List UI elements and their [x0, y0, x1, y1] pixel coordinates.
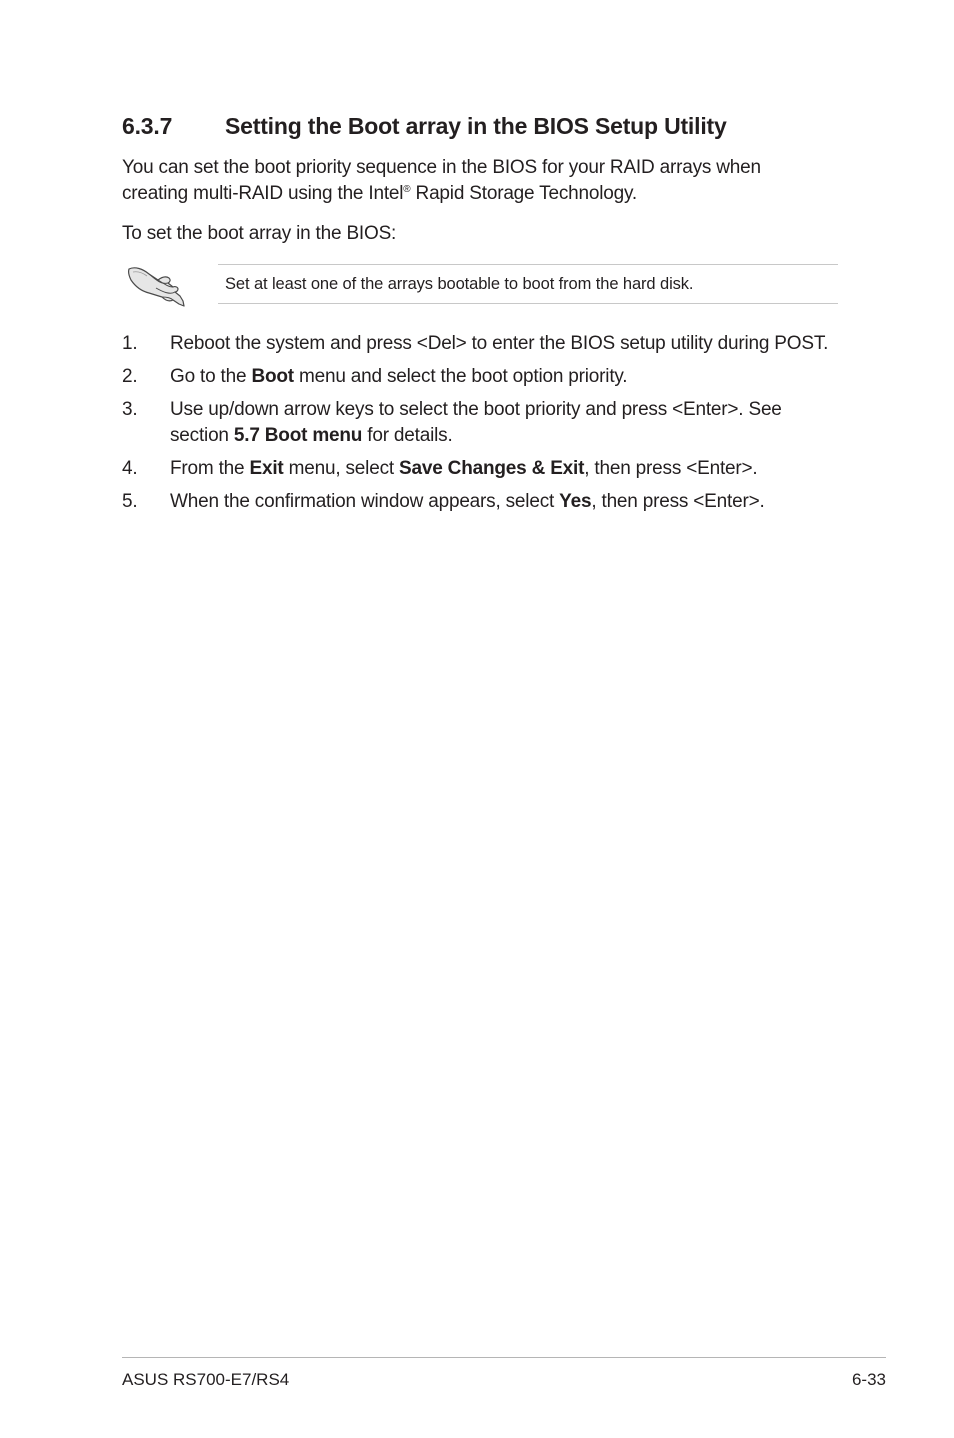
step-item	[122, 397, 842, 449]
step-number: 3.	[122, 399, 138, 420]
section-heading	[122, 113, 727, 140]
intro-line-2: creating multi-RAID using the Intel	[122, 183, 404, 204]
step-text-run: When the confirmation window appears, select	[170, 491, 560, 512]
step-number: 2.	[122, 366, 138, 387]
step-text	[170, 491, 765, 512]
section-title: Setting the Boot array in the BIOS Setup Utility	[225, 113, 727, 139]
step-emphasis: Boot	[251, 366, 294, 387]
step-emphasis: 5.7 Boot menu	[233, 425, 363, 446]
step-text-run: , then press <Enter>.	[591, 491, 765, 512]
step-item	[122, 456, 842, 482]
step-emphasis: Yes	[559, 491, 592, 512]
footer-product: ASUS RS700-E7/RS4	[122, 1370, 290, 1389]
intro-line-1: You can set the boot priority sequence in the BIOS for your RAID arrays when	[122, 157, 761, 178]
step-text	[170, 458, 758, 479]
step-number: 5.	[122, 491, 138, 512]
note-box	[218, 264, 838, 304]
step-item	[122, 489, 842, 515]
step-emphasis: Exit	[249, 458, 284, 479]
step-text	[170, 366, 627, 387]
step-item	[122, 331, 842, 357]
step-text	[170, 333, 828, 354]
lead-in-text: To set the boot array in the BIOS:	[122, 223, 397, 244]
section-number: 6.3.7	[122, 113, 173, 139]
intro-paragraph	[122, 155, 842, 207]
step-emphasis: Save Changes & Exit	[399, 458, 585, 479]
note-callout	[122, 258, 838, 308]
registered-mark: ®	[403, 184, 411, 195]
step-text	[170, 399, 782, 446]
step-item	[122, 364, 842, 390]
note-text: Set at least one of the arrays bootable to boot from the hard disk.	[225, 275, 694, 293]
footer-divider	[122, 1357, 886, 1358]
footer-page-number: 6-33	[851, 1370, 886, 1389]
intro-line-2-end: Rapid Storage Technology.	[410, 183, 637, 204]
step-text-run: menu, select	[283, 458, 400, 479]
step-text-run: for details.	[362, 425, 453, 446]
step-text-run: Go to the	[170, 366, 252, 387]
step-text-run: From the	[170, 458, 250, 479]
step-number: 1.	[122, 333, 138, 354]
step-number: 4.	[122, 458, 138, 479]
hand-pointing-icon	[125, 260, 187, 308]
steps-list	[122, 331, 842, 522]
step-text-run: , then press <Enter>.	[584, 458, 758, 479]
step-text-run: menu and select the boot option priority.	[293, 366, 628, 387]
step-text-run: Reboot the system and press <Del> to enter the BIOS setup utility during POST.	[170, 333, 829, 354]
step-text-run: Use up/down arrow keys to select the boot priority and press <Enter>. See section	[170, 399, 782, 446]
